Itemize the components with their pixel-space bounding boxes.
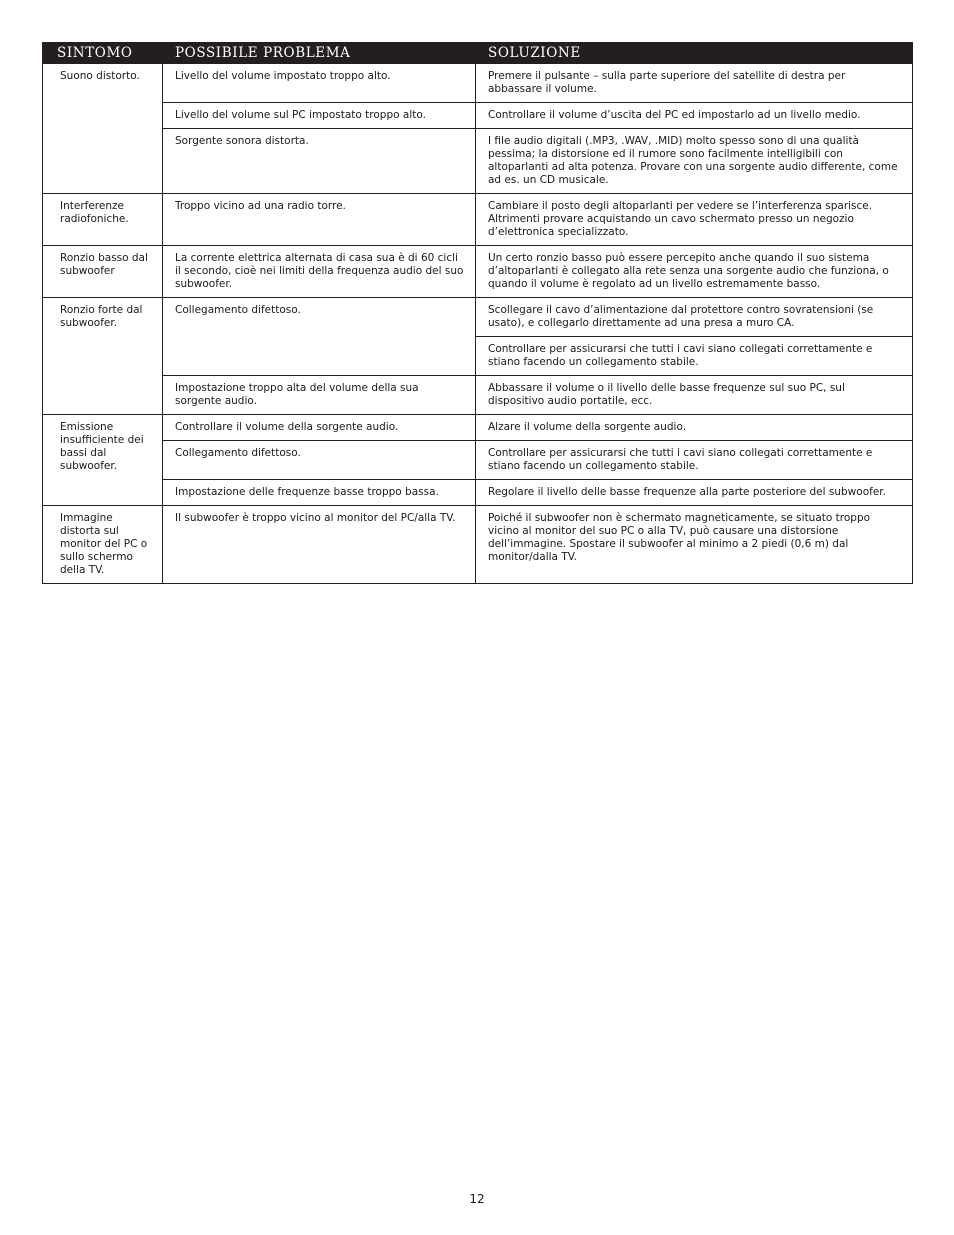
- problem-cell: Collegamento difettoso.: [163, 298, 476, 376]
- table-row: [43, 415, 913, 441]
- table-row: [43, 129, 913, 194]
- problem-cell: Livello del volume sul PC impostato troppo alto.: [163, 103, 476, 129]
- solution-cell: Poiché il subwoofer non è schermato magneticamente, se situato troppo vicino al monitor del suo PC o alla TV, può causare una distorsione dell’immagine. Spostare il subwoofer al minimo a 2 piedi (0,6 m) dal monitor/dalla TV.: [476, 506, 913, 584]
- symptom-cell: Ronzio basso dal subwoofer: [43, 246, 163, 298]
- solution-cell: Regolare il livello delle basse frequenze alla parte posteriore del subwoofer.: [476, 480, 913, 506]
- solution-cell: Controllare per assicurarsi che tutti i cavi siano collegati correttamente e stiano facendo un collegamento stabile.: [476, 337, 913, 376]
- problem-cell: Impostazione delle frequenze basse troppo bassa.: [163, 480, 476, 506]
- problem-cell: Collegamento difettoso.: [163, 441, 476, 480]
- table-row: [43, 376, 913, 415]
- problem-cell: Troppo vicino ad una radio torre.: [163, 194, 476, 246]
- solution-cell: Controllare il volume d’uscita del PC ed impostarlo ad un livello medio.: [476, 103, 913, 129]
- problem-cell: Livello del volume impostato troppo alto.: [163, 64, 476, 103]
- solution-cell: Abbassare il volume o il livello delle basse frequenze sul suo PC, sul dispositivo audio portatile, ecc.: [476, 376, 913, 415]
- header-soluzione: SOLUZIONE: [476, 43, 913, 64]
- table-row: [43, 441, 913, 480]
- table-row: [43, 64, 913, 103]
- table-row: [43, 480, 913, 506]
- symptom-cell: Interferenze radiofoniche.: [43, 194, 163, 246]
- symptom-cell: Suono distorto.: [43, 64, 163, 194]
- table-header: [43, 43, 913, 64]
- symptom-cell: Ronzio forte dal subwoofer.: [43, 298, 163, 415]
- solution-cell: Premere il pulsante – sulla parte superiore del satellite di destra per abbassare il volume.: [476, 64, 913, 103]
- solution-cell: Scollegare il cavo d’alimentazione dal protettore contro sovratensioni (se usato), e collegarlo direttamente ad una presa a muro CA.: [476, 298, 913, 337]
- header-sintomo: SINTOMO: [43, 43, 163, 64]
- problem-cell: Il subwoofer è troppo vicino al monitor del PC/alla TV.: [163, 506, 476, 584]
- table-body: [43, 64, 913, 584]
- solution-cell: Controllare per assicurarsi che tutti i cavi siano collegati correttamente e stiano facendo un collegamento stabile.: [476, 441, 913, 480]
- table-row: [43, 103, 913, 129]
- solution-cell: Cambiare il posto degli altoparlanti per vedere se l’interferenza sparisce. Altrimenti provare acquistando un cavo schermato presso un negozio d’elettronica specializzato.: [476, 194, 913, 246]
- problem-cell: Sorgente sonora distorta.: [163, 129, 476, 194]
- table-row: [43, 298, 913, 337]
- header-possibile-problema: POSSIBILE PROBLEMA: [163, 43, 476, 64]
- page-number: 12: [469, 1192, 485, 1206]
- troubleshooting-table: [42, 42, 913, 584]
- table-row: [43, 194, 913, 246]
- problem-cell: La corrente elettrica alternata di casa sua è di 60 cicli il secondo, cioè nei limiti della frequenza audio del suo subwoofer.: [163, 246, 476, 298]
- table-row: [43, 506, 913, 584]
- problem-cell: Controllare il volume della sorgente audio.: [163, 415, 476, 441]
- solution-cell: I file audio digitali (.MP3, .WAV, .MID) molto spesso sono di una qualità pessima; la distorsione ed il rumore sono facilmente intelligibili con altoparlanti ad alta potenza. Provare con una sorgente audio differente, come ad es. un CD musicale.: [476, 129, 913, 194]
- table-row: [43, 246, 913, 298]
- solution-cell: Un certo ronzio basso può essere percepito anche quando il suo sistema d’altoparlanti è collegato alla rete senza una sorgente audio che funziona, o quando il volume è regolato ad un livello estremamente basso.: [476, 246, 913, 298]
- solution-cell: Alzare il volume della sorgente audio.: [476, 415, 913, 441]
- symptom-cell: Immagine distorta sul monitor del PC o sullo schermo della TV.: [43, 506, 163, 584]
- problem-cell: Impostazione troppo alta del volume della sua sorgente audio.: [163, 376, 476, 415]
- symptom-cell: Emissione insufficiente dei bassi dal subwoofer.: [43, 415, 163, 506]
